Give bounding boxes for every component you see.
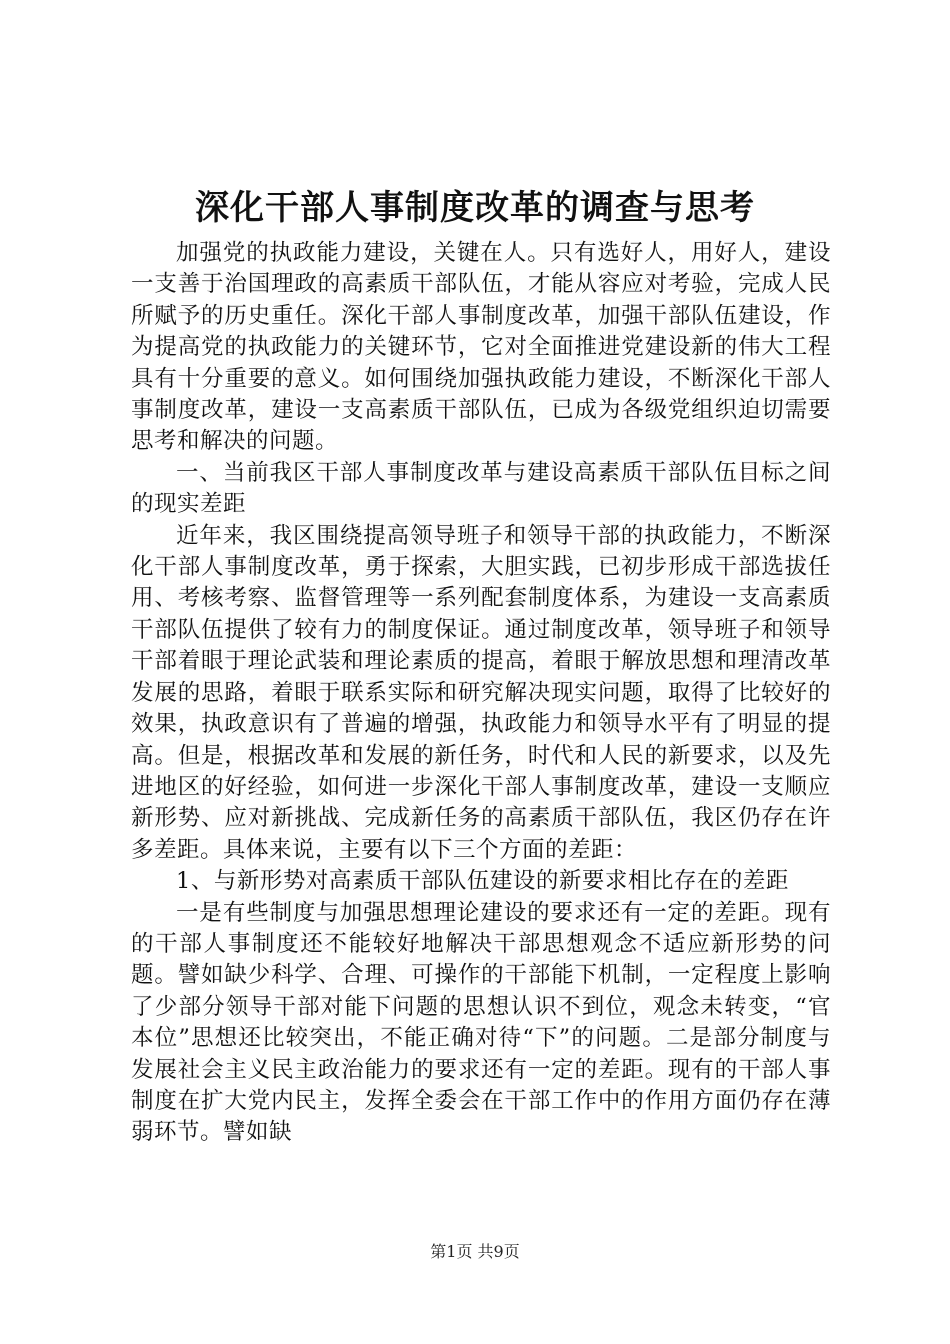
paragraph-section-1: 近年来，我区围绕提高领导班子和领导干部的执政能力，不断深化干部人事制度改革，勇于探索，大胆实践，已初步形成干部选拔任用、考核考察、监督管理等一系列配套制度体系，为建设一支高素质干部队伍提供了较有力的制度保证。通过制度改革，领导班子和领导干部着眼于理论武装和理论素质的提高，着眼于解放思想和理清改革发展的思路，着眼于联系实际和研究解决现实问题，取得了比较好的效果，执政意识有了普遍的增强，执政能力和领导水平有了明显的提高。但是，根据改革和发展的新任务，时代和人民的新要求，以及先进地区的好经验，如何进一步深化干部人事制度改革，建设一支顺应新形势、应对新挑战、完成新任务的高素质干部队伍，我区仍存在许多差距。具体来说，主要有以下三个方面的差距： bbox=[131, 522, 831, 863]
section-heading-1: 一、当前我区干部人事制度改革与建设高素质干部队伍目标之间的现实差距 bbox=[131, 459, 831, 518]
document-title: 深化干部人事制度改革的调查与思考 bbox=[195, 188, 755, 228]
paragraph-subsection-1: 一是有些制度与加强思想理论建设的要求还有一定的差距。现有的干部人事制度还不能较好地解决干部思想观念不适应新形势的问题。譬如缺少科学、合理、可操作的干部能下机制，一定程度上影响了少部分领导干部对能下问题的思想认识不到位，观念未转变，“官本位”思想还比较突出，不能正确对待“下”的问题。二是部分制度与发展社会主义民主政治能力的要求还有一定的差距。现有的干部人事制度在扩大党内民主，发挥全委会在干部工作中的作用方面仍存在薄弱环节。譬如缺 bbox=[131, 899, 831, 1146]
document-body bbox=[131, 238, 831, 1149]
page-indicator: 第1页 共9页 bbox=[430, 1242, 520, 1261]
subsection-heading-1: 1、与新形势对高素质干部队伍建设的新要求相比存在的差距 bbox=[176, 868, 789, 895]
paragraph-intro: 加强党的执政能力建设，关键在人。只有选好人，用好人，建设一支善于治国理政的高素质干部队伍，才能从容应对考验，完成人民所赋予的历史重任。深化干部人事制度改革，加强干部队伍建设，作为提高党的执政能力的关键环节，它对全面推进党建设新的伟大工程具有十分重要的意义。如何围绕加强执政能力建设，不断深化干部人事制度改革，建设一支高素质干部队伍，已成为各级党组织迫切需要思考和解决的问题。 bbox=[131, 240, 831, 455]
